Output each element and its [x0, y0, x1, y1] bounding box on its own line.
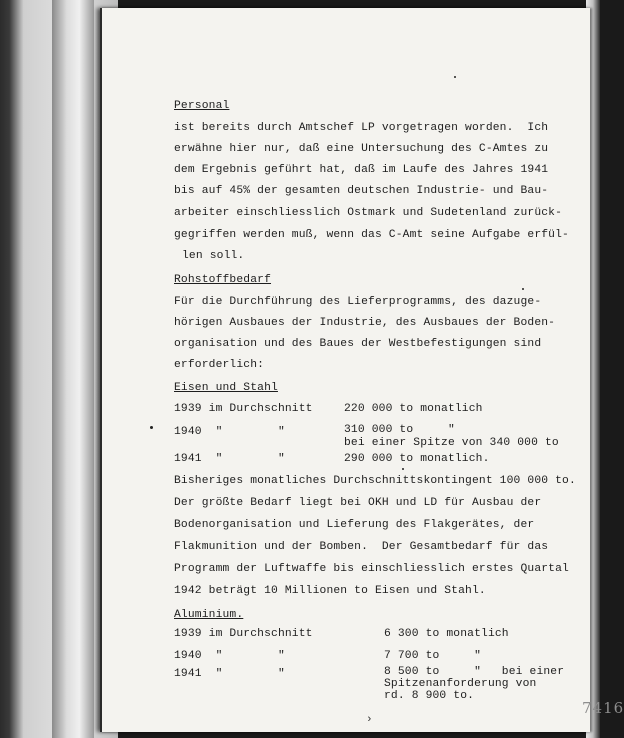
alu-row-3-value3: rd. 8 900 to.	[384, 690, 475, 702]
eisen-row-2-label: 1940 " "	[174, 426, 285, 438]
eisen-row-3-value: 290 000 to monatlich.	[344, 453, 490, 465]
rohstoff-line-4: erforderlich:	[174, 359, 265, 371]
scan-speck	[522, 288, 524, 290]
rohstoff-line-1: Für die Durchführung des Lieferprogramms, des dazuge-	[174, 296, 542, 308]
personal-line-4: bis auf 45% der gesamten deutschen Industrie- und Bau-	[174, 185, 549, 197]
document-page	[100, 8, 624, 732]
eisen-line-4: Flakmunition und der Bomben. Der Gesamtbedarf für das	[174, 541, 549, 553]
heading-eisen-stahl: Eisen und Stahl	[174, 382, 278, 394]
personal-line-3: dem Ergebnis geführt hat, daß im Laufe des Jahres 1941	[174, 164, 549, 176]
eisen-line-5: Programm der Luftwaffe bis einschliesslich erstes Quartal	[174, 563, 569, 575]
alu-row-3-value2: Spitzenanforderung von	[384, 678, 537, 690]
alu-row-2-value: 7 700 to "	[384, 650, 482, 662]
page-number: 7416	[582, 699, 624, 717]
heading-aluminium: Aluminium.	[174, 609, 244, 621]
scan-speck	[454, 76, 456, 78]
alu-row-3-value: 8 500 to " bei einer	[384, 666, 565, 678]
personal-line-5: arbeiter einschliesslich Ostmark und Sudetenland zurück-	[174, 207, 563, 219]
heading-rohstoffbedarf: Rohstoffbedarf	[174, 274, 272, 286]
eisen-row-2-value2: bei einer Spitze von 340 000 to	[344, 437, 559, 449]
alu-row-2-label: 1940 " "	[174, 650, 285, 662]
scan-mark: ›	[366, 714, 373, 726]
personal-line-2: erwähne hier nur, daß eine Untersuchung des C-Amtes zu	[174, 143, 549, 155]
scan-speck	[402, 468, 404, 470]
eisen-line-6: 1942 beträgt 10 Millionen to Eisen und Stahl.	[174, 585, 486, 597]
alu-row-1-value: 6 300 to monatlich	[384, 628, 509, 640]
rohstoff-line-3: organisation und des Baues der Westbefestigungen sind	[174, 338, 542, 350]
rohstoff-line-2: hörigen Ausbaues der Industrie, des Ausbaues der Boden-	[174, 317, 556, 329]
eisen-row-1-label: 1939 im Durchschnitt	[174, 403, 313, 415]
eisen-line-3: Bodenorganisation und Lieferung des Flakgerätes, der	[174, 519, 535, 531]
binding-strip	[52, 0, 94, 738]
heading-personal: Personal	[174, 100, 230, 112]
eisen-row-2-value: 310 000 to "	[344, 424, 455, 436]
alu-row-3-label: 1941 " "	[174, 668, 285, 680]
personal-line-1: ist bereits durch Amtschef LP vorgetragen worden. Ich	[174, 122, 549, 134]
eisen-line-1: Bisheriges monatliches Durchschnittskontingent 100 000 to.	[174, 475, 576, 487]
eisen-line-2: Der größte Bedarf liegt bei OKH und LD für Ausbau der	[174, 497, 542, 509]
eisen-row-1-value: 220 000 to monatlich	[344, 403, 483, 415]
scan-speck	[150, 426, 153, 429]
personal-line-6: gegriffen werden muß, wenn das C-Amt seine Aufgabe erfül-	[174, 229, 569, 241]
alu-row-1-label: 1939 im Durchschnitt	[174, 628, 313, 640]
personal-line-7: len soll.	[182, 250, 245, 262]
eisen-row-3-label: 1941 " "	[174, 453, 285, 465]
